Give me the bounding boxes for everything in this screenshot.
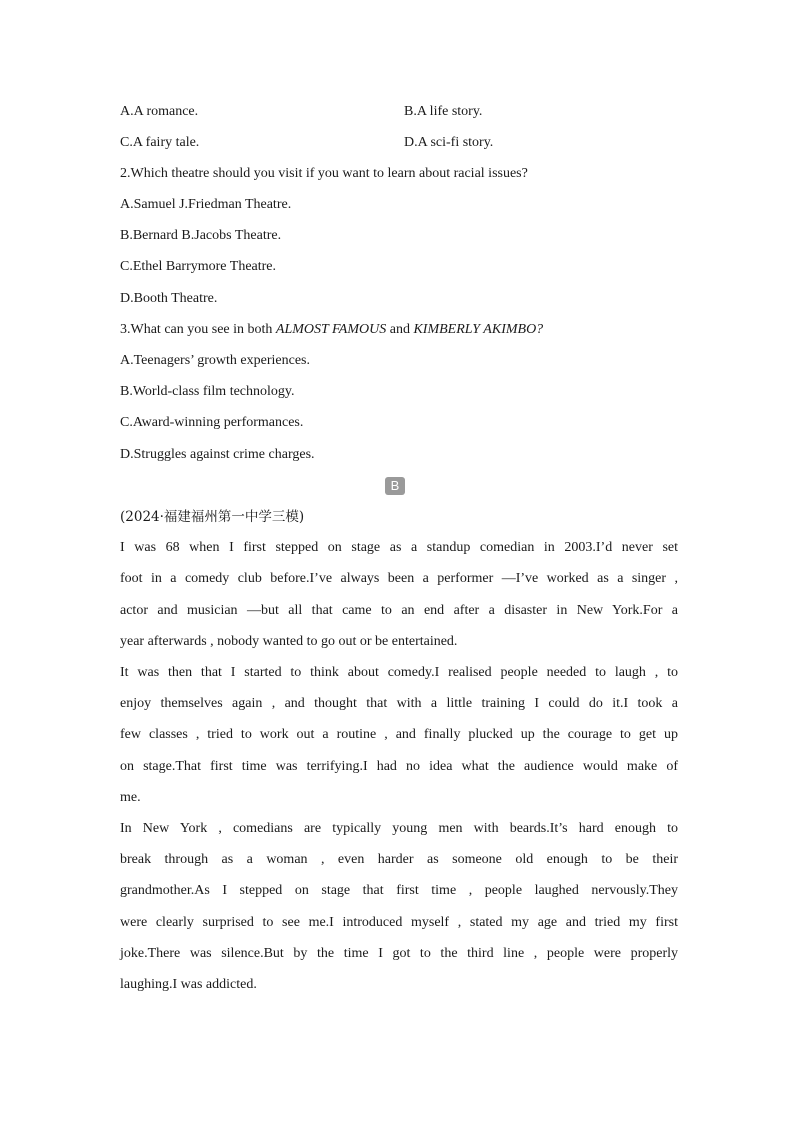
q1-option-b[interactable]: B.A life story. [404, 104, 483, 119]
q2-option-b[interactable]: B.Bernard B.Jacobs Theatre. [120, 228, 282, 243]
p3-line-1: In New York , comedians are typically young men with beards.It’s hard enough to [120, 821, 678, 836]
q3-option-d[interactable]: D.Struggles against crime charges. [120, 447, 315, 462]
q2-option-a[interactable]: A.Samuel J.Friedman Theatre. [120, 197, 292, 212]
p2-line-4: on stage.That first time was terrifying.I had no idea what the audience would make of [120, 759, 678, 774]
p3-line-4: were clearly surprised to see me.I introduced myself , stated my age and tried my first [120, 915, 678, 930]
q1-option-c[interactable]: C.A fairy tale. [120, 135, 200, 150]
q2-question: 2.Which theatre should you visit if you want to learn about racial issues? [120, 166, 528, 181]
p3-line-3: grandmother.As I stepped on stage that first time , people laughed nervously.They [120, 883, 678, 898]
q1-option-d[interactable]: D.A sci-fi story. [404, 135, 494, 150]
q3-question-prefix: 3.What can you see in both [120, 322, 276, 337]
p2-line-1: It was then that I started to think about comedy.I realised people needed to laugh , to [120, 665, 678, 680]
q3-question-mid: and [386, 322, 414, 337]
p3-line-5: joke.There was silence.But by the time I got to the third line , people were properly [120, 946, 678, 961]
q3-option-c[interactable]: C.Award-winning performances. [120, 415, 304, 430]
p2-line-3: few classes , tried to work out a routine , and finally plucked up the courage to get up [120, 727, 678, 742]
q2-option-d[interactable]: D.Booth Theatre. [120, 291, 218, 306]
q1-option-a[interactable]: A.A romance. [120, 104, 199, 119]
p2-line-5: me. [120, 790, 141, 805]
p1-line-2: foot in a comedy club before.I’ve always been a performer —I’ve worked as a singer , [120, 571, 678, 586]
q2-option-c[interactable]: C.Ethel Barrymore Theatre. [120, 259, 277, 274]
p3-line-2: break through as a woman , even harder as someone old enough to be their [120, 852, 678, 867]
p2-line-2: enjoy themselves again , and thought that with a little training I could do it.I took a [120, 696, 678, 711]
section-b-source: (2024·福建福州第一中学三模) [120, 509, 305, 525]
q3-question [120, 321, 543, 339]
p3-line-6: laughing.I was addicted. [120, 977, 257, 992]
section-b-badge: B [385, 477, 405, 495]
q3-title-kimberly-akimbo: KIMBERLY AKIMBO? [413, 322, 544, 337]
p1-line-1: I was 68 when I first stepped on stage as a standup comedian in 2003.I’d never set [120, 540, 678, 555]
q3-option-a[interactable]: A.Teenagers’ growth experiences. [120, 353, 311, 368]
q3-option-b[interactable]: B.World-class film technology. [120, 384, 295, 399]
q3-title-almost-famous: ALMOST FAMOUS [275, 322, 387, 337]
p1-line-3: actor and musician —but all that came to an end after a disaster in New York.For a [120, 603, 678, 618]
p1-line-4: year afterwards , nobody wanted to go out or be entertained. [120, 634, 458, 649]
